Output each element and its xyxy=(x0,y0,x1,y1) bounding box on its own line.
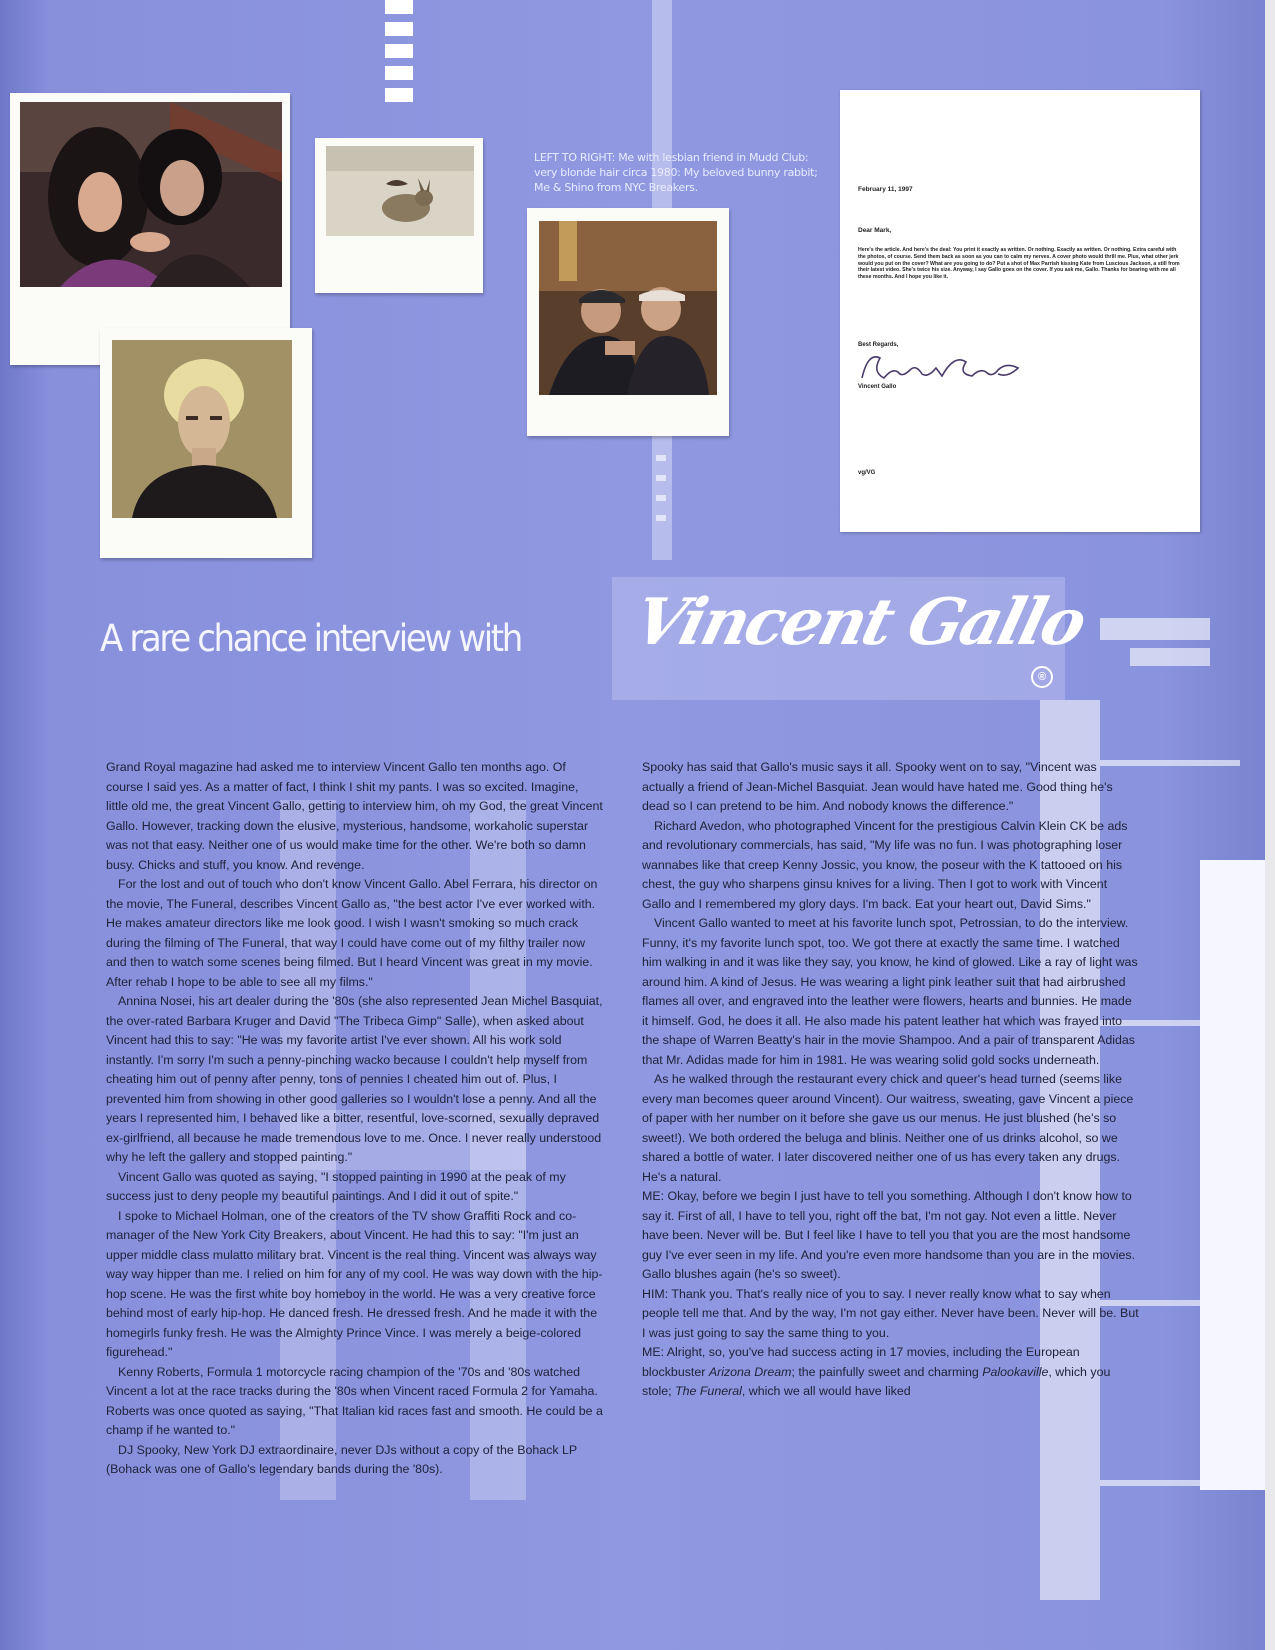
bunny-photo xyxy=(326,146,474,236)
paragraph: For the lost and out of touch who don't know Vincent Gallo. Abel Ferrara, his director on the movie, The Funeral, describes Vincent Gallo as, "the best actor I've ever worked with. He makes amateur directors like me look good. I wish I wasn't smoking so much crack during the filming of The Funeral, that way I could have come out of my filthy trailer now and then to watch some scenes being filmed. But I heard Vincent was great in my movie. After rehab I hope to be able to see all my films." xyxy=(106,877,598,989)
blonde-portrait-photo xyxy=(112,340,292,518)
deco-dashes-center xyxy=(656,475,666,481)
polaroid-couple xyxy=(10,93,290,365)
breakers-photo xyxy=(539,221,717,395)
movie-title: The Funeral xyxy=(675,1384,742,1398)
letter-greeting: Dear Mark, xyxy=(858,227,892,234)
movie-title: Arizona Dream xyxy=(708,1364,792,1379)
deco-dashes-center xyxy=(656,515,666,521)
letter-closing: Best Regards, xyxy=(858,342,899,348)
headline: A rare chance interview with xyxy=(100,617,521,660)
polaroid-blonde xyxy=(100,328,312,558)
paragraph: I spoke to Michael Holman, one of the creators of the TV show Graffiti Rock and co-manager of the New York City Breakers, about Vincent. He had this to say: "I'm just an upper middle class mulatto military brat. Vincent is the real thing. Vincent was always way way way hipper than me. I relied on him for any of my cool. He was way down with the hip-hop scene. He was the first white boy homeboy in the world. He was a very creative force behind most of early hip-hop. He danced fresh. He dressed fresh. And he made it with the homegirls funky fresh. He was the Almighty Prince Vince. I was merely a beige-colored figurehead." xyxy=(106,1208,603,1359)
paragraph: Kenny Roberts, Formula 1 motorcycle racing champion of the '70s and '80s watched Vincent a lot at the race tracks during the '80s when Vincent raced Formula 2 for Yamaha. Roberts was once quoted as saying, "That Italian kid races fast and smooth. He could be a champ if he wanted to." xyxy=(106,1364,603,1437)
deco-bar-right xyxy=(1100,618,1210,640)
paragraph: Vincent Gallo wanted to meet at his favorite lunch spot, Petrossian, to do the interview. Funny, it's my favorite lunch spot, too. We got there at exactly the same time. I watched him walking in and it was like they say, you know, he kind of glowed. Like a ray of light was around him. A kind of Jesus. He was wearing a light pink leather suit that had airbrushed flames all over, and engraved into the leather were flowers, hearts and bunnies. He made it himself. God, he does it all. He also made his patent leather hat which was frayed into the shape of Warren Beatty's hair in the movie Shampoo. And a pair of transparent Adidas that Mr. Adidas made for him in 1981. He was wearing solid gold socks underneath. xyxy=(642,916,1138,1067)
deco-bar-right xyxy=(1130,648,1210,666)
article-column-left xyxy=(106,758,603,1480)
paragraph: Annina Nosei, his art dealer during the '80s (she also represented Jean Michel Basquiat, the over-rated Barbara Kruger and David "The Tribeca Gimp" Salle), when asked about Vincent had this to say: "He was my favorite artist I've ever shown. All his work sold instantly. I'm sorry I'm such a penny-pinching wacko because I couldn't help myself from cheating him out of penny after penny, tons of pennies I cheated him out of. Plus, I prevented him from showing in other good galleries so I wouldn't lose a penny. And all the years I represented him, I behaved like a bitter, resentful, love-scorned, sexually depraved ex-girlfriend, all because he made tremendous love to me. Once. I never really understood why he left the gallery and stopped painting." xyxy=(106,994,603,1164)
deco-blocks-left xyxy=(385,88,413,102)
letter-body: Here's the article. And here's the deal: You print it exactly as written. Or nothing. Exactly as written. Or nothing. Extra careful with the photos, of course. Send them back as soon as you can to calm my nerves. A cover photo would thrill me. Plus, what other jerk would you put on the cover? What are you going to do? Put a shot of Max Parrish kissing Kate from Luscious Jackson, a still from their latest video. She's twice his size. Anyway, I say Gallo goes on the cover. If you ask me, Gallo. Thanks for bearing with me all these months. And I hope you like it. xyxy=(858,247,1180,281)
polaroid-breakers xyxy=(527,208,729,436)
dialog-line-last xyxy=(642,1343,1139,1402)
article-column-right xyxy=(642,758,1139,1402)
deco-blocks-left xyxy=(385,66,413,80)
text-run: ME: Alright, so, you've had success acting in 17 movies, including the European blockbuster xyxy=(642,1345,1080,1379)
paragraph: As he walked through the restaurant every chick and queer's head turned (seems like every man becomes queer around Vincent). Our waitress, sweating, gave Vincent a piece of paper with her number on it before she gave us our menus. He just blushed (he's so sweet!). We both ordered the beluga and blinis. Neither one of us drinks alcohol, so we shared a bottle of water. I later discovered neither one of us has every taken any drugs. He's a natural. xyxy=(642,1072,1134,1184)
deco-dashes-center xyxy=(656,455,666,461)
dialog-line: Gallo blushes again (he's so sweet). xyxy=(642,1267,841,1281)
deco-stripe-right xyxy=(1100,1480,1200,1486)
paragraph: Spooky has said that Gallo's music says it all. Spooky went on to say, "Vincent was actually a friend of Jean-Michel Basquiat. Jean would have hated me. Good thing he's dead so I can pretend to be him. And nobody knows the difference." xyxy=(642,760,1113,813)
letter-signature-name: Vincent Gallo xyxy=(858,384,897,390)
vincent-gallo-logo xyxy=(612,577,1092,700)
paragraph: DJ Spooky, New York DJ extraordinaire, never DJs without a copy of the Bohack LP (Bohack was one of Gallo's legendary bands during the '80s). xyxy=(106,1442,577,1476)
text-run: , which you stole; xyxy=(642,1364,1111,1398)
paragraph: Richard Avedon, who photographed Vincent for the prestigious Calvin Klein CK be ads and revolutionary commercials, has said, "My life was no fun. I was photographing loser wannabes like that creep Kenny Jossic, you know, the poseur with the K tattooed on his chest, the guy who sharpens ginsu knives for a living. Then I got to work with Vincent Gallo and I remembered my glory days. I'm back. Eat your heart out, David Sims." xyxy=(642,818,1128,911)
letter-date: February 11, 1997 xyxy=(858,186,913,193)
text-run: ; the painfully sweet and charming xyxy=(791,1364,983,1379)
logo-wordmark: Vincent Gallo xyxy=(626,585,1092,660)
letter-page xyxy=(840,90,1200,532)
photo-caption: LEFT TO RIGHT: Me with lesbian friend in Mudd Club: very blonde hair circa 1980: My beloved bunny rabbit; Me & Shino from NYC Breakers. xyxy=(534,151,818,194)
deco-blocks-left xyxy=(385,0,413,14)
deco-blocks-left xyxy=(385,22,413,36)
paragraph: Grand Royal magazine had asked me to interview Vincent Gallo ten months ago. Of course I said yes. As a matter of fact, I think I shit my pants. I was so excited. Imagine, little old me, the great Vincent Gallo, getting to interview him, oh my God, the great Vincent Gallo. However, tracking down the elusive, mysterious, handsome, workaholic superstar was not that easy. Neither one of us would make time for the other. We're both so damn busy. Chicks and stuff, you know. And revenge. xyxy=(106,760,603,872)
deco-column-right-edge xyxy=(1200,860,1265,1490)
polaroid-bunny xyxy=(315,138,483,293)
paragraph: Vincent Gallo was quoted as saying, "I stopped painting in 1990 at the peak of my success just to deny people my beautiful paintings. And I did it out of spite." xyxy=(106,1169,566,1203)
letter-initials: vg/VG xyxy=(858,470,876,476)
movie-title: Palookaville xyxy=(982,1364,1049,1379)
couple-photo xyxy=(20,102,282,287)
dialog-line: HIM: Thank you. That's really nice of you to say. I never really know what to say when people tell me that. And by the way, I'm not gay either. Never have been. Never will be. But I was just going to say the same thing to you. xyxy=(642,1286,1139,1340)
registered-mark: ® xyxy=(1031,666,1053,688)
text-run: , which we all would have liked xyxy=(741,1384,911,1398)
dialog-line: ME: Okay, before we begin I just have to tell you something. Although I don't know how to say it. First of all, I have to tell you, right off the bat, I'm not gay. Not even a little. Never have been. Never will be. But I feel like I have to tell you that you are the most handsome guy I've ever seen in my life. And you're even more handsome than you are in the movies. xyxy=(642,1189,1136,1262)
deco-blocks-left xyxy=(385,44,413,58)
deco-dashes-center xyxy=(656,495,666,501)
